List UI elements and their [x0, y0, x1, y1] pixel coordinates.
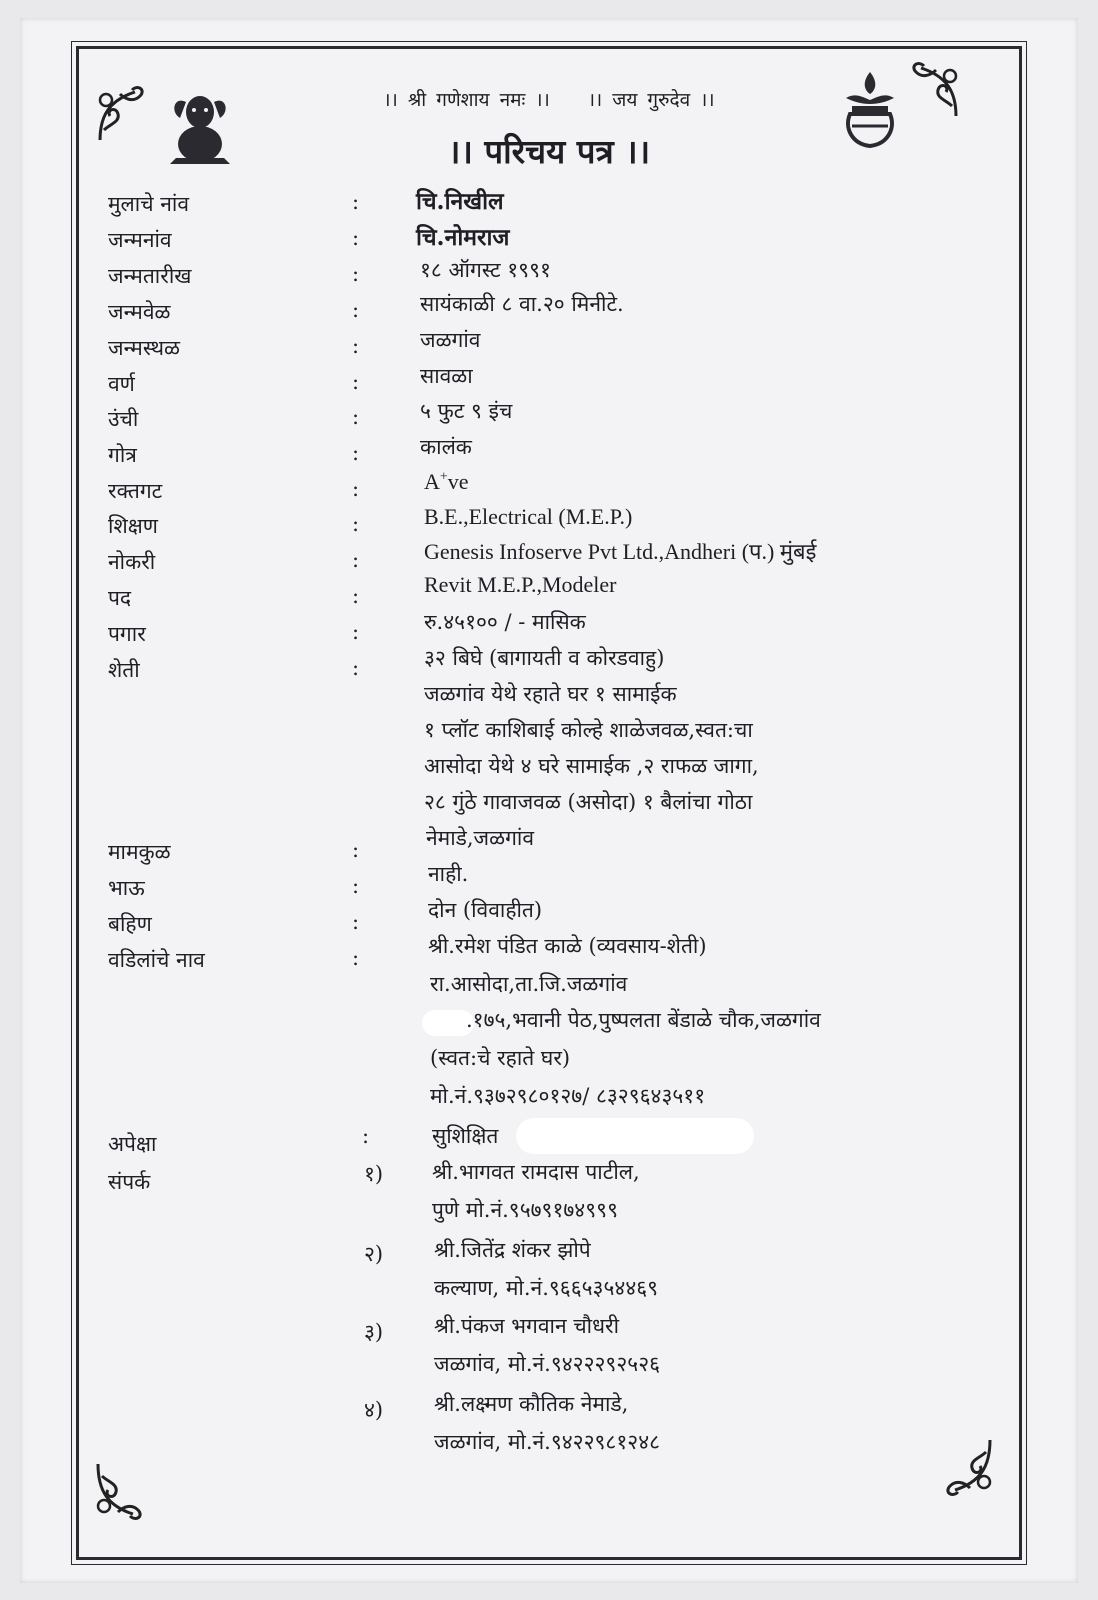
- father-detail-line: रा.आसोदा,ता.जि.जळगांव: [430, 972, 628, 996]
- field-label: भाऊ: [108, 876, 145, 900]
- contact-label: संपर्क: [108, 1170, 151, 1194]
- field-label: वर्ण: [108, 372, 135, 396]
- field-value: ५ फुट ९ इंच: [420, 399, 513, 423]
- field-label: नोकरी: [108, 550, 156, 574]
- field-label: बहिण: [108, 912, 152, 936]
- contact-name: श्री.जितेंद्र शंकर झोपे: [434, 1238, 591, 1262]
- field-value: ३२ बिघे (बागायती व कोरडवाहु): [424, 646, 665, 670]
- field-colon: :: [352, 512, 360, 536]
- contact-number: २): [364, 1242, 384, 1266]
- field-value: कालंक: [420, 435, 472, 459]
- field-value: श्री.रमेश पंडित काळे (व्यवसाय-शेती): [428, 934, 707, 958]
- field-row-name: [0, 190, 1098, 226]
- mantra-gurudev: ।। जय गुरुदेव ।।: [587, 89, 715, 111]
- field-row-gotra: [0, 435, 1098, 477]
- field-colon: :: [352, 620, 360, 644]
- property-line: १ प्लॉट काशिबाई कोल्हे शाळेजवळ,स्वत:चा: [424, 718, 753, 742]
- field-label: गोत्र: [108, 443, 137, 467]
- field-row-complexion: [0, 364, 1098, 406]
- field-label: जन्मतारीख: [108, 264, 192, 288]
- field-label: पगार: [108, 622, 146, 646]
- field-row-brother: [0, 862, 1098, 910]
- contact-detail: पुणे मो.नं.९५७९१७४९९९: [432, 1198, 618, 1222]
- field-value: नाही.: [428, 862, 469, 886]
- field-colon: :: [352, 874, 360, 898]
- field-value: सुशिक्षित: [432, 1124, 499, 1148]
- field-colon: :: [352, 477, 360, 501]
- field-value: सावळा: [420, 364, 473, 388]
- corner-ornament-icon: [930, 1432, 1000, 1502]
- field-row-height: [0, 399, 1098, 441]
- field-colon: :: [352, 584, 360, 608]
- property-line: जळगांव येथे रहाते घर १ सामाईक: [424, 682, 677, 706]
- page-title: ।। परिचय पत्र ।।: [447, 132, 651, 171]
- field-value: रु.४५१०० / - मासिक: [424, 610, 586, 634]
- field-row-birth-time: [0, 292, 1098, 334]
- field-colon: :: [352, 334, 360, 358]
- father-detail-line: मो.नं.९३७२९८०१२७/ ८३२९६४३५११: [430, 1084, 706, 1108]
- father-detail-line: (स्वत:चे रहाते घर): [430, 1046, 571, 1070]
- mantra-ganesh: ।। श्री गणेशाय नमः ।।: [383, 89, 550, 111]
- field-value: चि.नोमराज: [416, 224, 510, 251]
- field-colon: :: [352, 548, 360, 572]
- field-value: Genesis Infoserve Pvt Ltd.,Andheri (प.) मुंबई: [424, 539, 817, 564]
- field-value: दोन (विवाहीत): [428, 898, 543, 922]
- field-value: A+ve: [424, 469, 469, 494]
- corner-ornament-icon: [88, 1456, 158, 1526]
- field-colon: :: [352, 910, 360, 934]
- field-label: उंची: [108, 407, 139, 431]
- field-colon: :: [352, 226, 360, 250]
- field-label: मुलाचे नांव: [108, 192, 190, 216]
- field-label: वडिलांचे नाव: [108, 948, 205, 972]
- father-detail-line: .१७५,भवानी पेठ,पुष्पलता बेंडाळे चौक,जळगांव: [466, 1008, 821, 1032]
- contact-name: श्री.लक्ष्मण कौतिक नेमाडे,: [434, 1392, 629, 1416]
- field-row-birth-place: [0, 328, 1098, 370]
- field-value: १८ ऑगस्ट १९९१: [420, 258, 551, 282]
- field-value: Revit M.E.P.,Modeler: [424, 572, 617, 597]
- field-label: रक्तगट: [108, 479, 163, 503]
- redaction-mark: [516, 1118, 754, 1154]
- contact-detail: जळगांव, मो.नं.९४२२९८१२४८: [434, 1430, 661, 1454]
- field-value: B.E.,Electrical (M.E.P.): [424, 504, 633, 529]
- field-colon: :: [352, 405, 360, 429]
- contact-number: ४): [364, 1398, 384, 1422]
- field-label: जन्मनांव: [108, 228, 172, 252]
- field-colon: :: [352, 441, 360, 465]
- invocation-line: [0, 86, 1098, 112]
- field-label: शिक्षण: [108, 514, 158, 538]
- field-label: शेती: [108, 658, 140, 682]
- contact-name: श्री.भागवत रामदास पाटील,: [432, 1160, 640, 1184]
- field-row-maternal-family: [0, 826, 1098, 874]
- field-label: मामकुळ: [108, 840, 171, 864]
- field-value: चि.निखील: [416, 188, 504, 215]
- field-colon: :: [352, 946, 360, 970]
- field-label: पद: [108, 586, 132, 610]
- field-colon: :: [352, 262, 360, 286]
- field-value: जळगांव: [420, 328, 481, 352]
- contact-detail: जळगांव, मो.नं.९४२२२९२५२६: [434, 1352, 661, 1376]
- contact-detail: कल्याण, मो.नं.९६६५३५४४६९: [434, 1276, 659, 1300]
- field-colon: :: [352, 190, 360, 214]
- field-colon: :: [352, 298, 360, 322]
- field-label: अपेक्षा: [108, 1132, 157, 1156]
- field-value: सायंकाळी ८ वा.२० मिनीटे.: [420, 292, 624, 316]
- contact-number: ३): [364, 1320, 384, 1344]
- field-label: जन्मवेळ: [108, 300, 171, 324]
- property-line: २८ गुंठे गावाजवळ (असोदा) १ बैलांचा गोठा: [424, 790, 753, 814]
- contact-name: श्री.पंकज भगवान चौधरी: [434, 1314, 620, 1338]
- field-colon: :: [352, 656, 360, 680]
- field-colon: :: [352, 838, 360, 862]
- field-value: नेमाडे,जळगांव: [426, 826, 535, 850]
- contact-number: १): [364, 1162, 384, 1186]
- field-colon: :: [352, 370, 360, 394]
- field-colon: :: [362, 1124, 370, 1148]
- property-line: आसोदा येथे ४ घरे सामाईक ,२ राफळ जागा,: [424, 754, 759, 778]
- field-label: जन्मस्थळ: [108, 336, 180, 360]
